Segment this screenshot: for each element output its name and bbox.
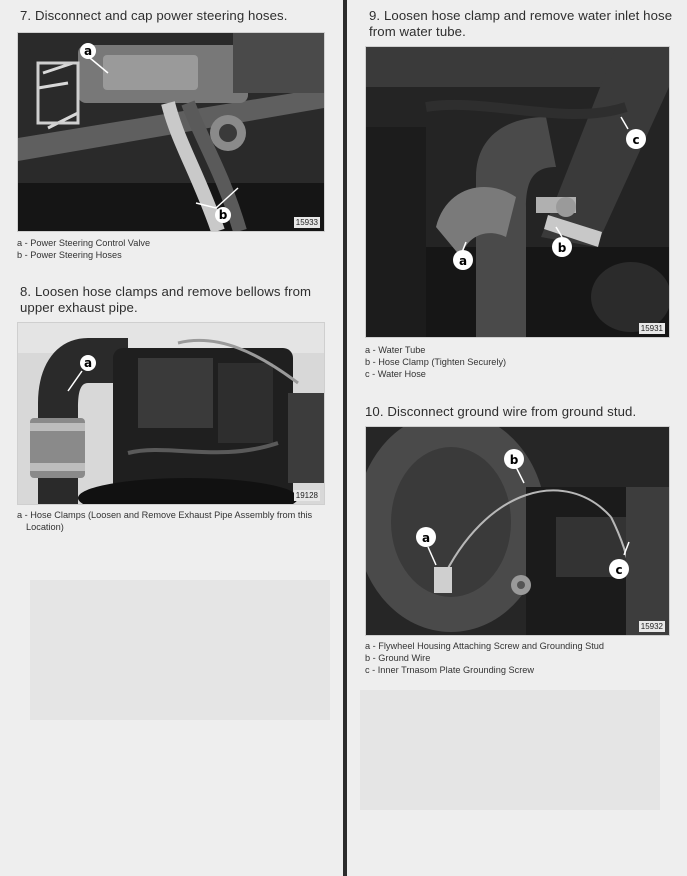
step-9-instruction: 9. Loosen hose clamp and remove water inlet hose from water tube. [369,8,673,39]
figure-number: 15933 [295,218,318,227]
callout-c: c [615,563,623,577]
legend-item: c - Water Hose [365,369,426,379]
callout-b: b [509,453,519,467]
callout-a: a [458,254,468,268]
step-7-legend [17,237,327,261]
step-8-photo [17,322,325,505]
step-10-photo [365,426,670,636]
legend-item: a - Water Tube [365,345,426,355]
legend-item: a - Flywheel Housing Attaching Screw and Grounding Stud [365,641,605,651]
step-8-legend [17,509,332,533]
step-10-instruction: 10. Disconnect ground wire from ground stud. [365,404,637,419]
figure-number: 15932 [640,622,663,631]
callout-a: a [83,356,93,370]
callout-a: a [83,44,93,58]
step-10-legend [365,640,683,676]
legend-item: b - Ground Wire [365,653,431,663]
figure-number: 15931 [640,324,663,333]
legend-item: c - Inner Trnasom Plate Grounding Screw [365,665,535,675]
callout-a: a [421,531,431,545]
callout-b: b [218,208,228,222]
legend-item: a - Hose Clamps (Loosen and Remove Exhaust Pipe Assembly from this Location) [17,510,313,532]
callout-c: c [632,133,640,147]
step-7-instruction: 7. Disconnect and cap power steering hoses. [20,8,288,23]
legend-item: b - Hose Clamp (Tighten Securely) [365,357,507,367]
step-9-photo [365,46,670,338]
step-7-photo [17,32,325,232]
figure-number: 19128 [295,491,318,500]
step-8-instruction: 8. Loosen hose clamps and remove bellows from upper exhaust pipe. [20,284,312,315]
legend-item: a - Power Steering Control Valve [17,238,151,248]
step-9-legend [365,344,675,380]
callout-b: b [557,241,567,255]
column-divider [343,0,347,876]
legend-item: b - Power Steering Hoses [17,250,122,260]
